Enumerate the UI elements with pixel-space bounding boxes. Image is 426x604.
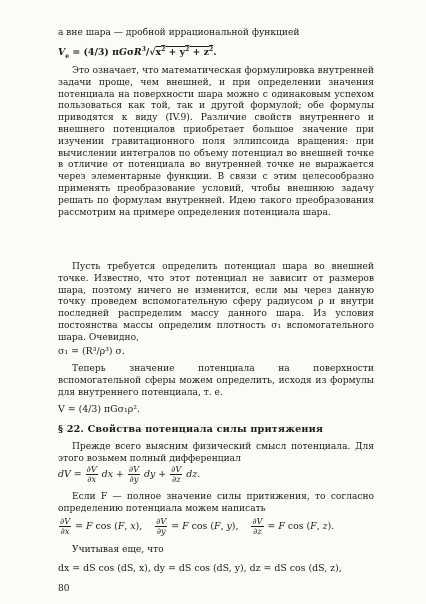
formula-outside-potential: $V_e = (4/3) \pi G\sigma R^3/√x^2 + y^2 + z^2$. [58,46,217,60]
formula-inner-potential: V = (4/3) πGσ₁ρ². [58,404,141,415]
paragraph-4: Прежде всего выясним физический смысл потенциала. Для этого возьмем полный дифференциал [58,442,374,464]
formula-total-differential: dV = $\frac{\partial V}{\partial x}$ dx + $\frac{\partial V}{\partial y}$ dy + $\frac{\partial V}{\partial z}$ dz. [58,464,201,484]
paragraph-6: Учитывая еще, что [72,545,164,555]
book-page [58,0,374,604]
paragraph-2: Пусть требуется определить потенциал шара во внешней точке. Известно, что этот потенциал не зависит от размеров шара, поэтому ничего не изменится, если мы через данную точку проведем вспомогательную сферу радиусом ρ и внутри последней распределим массу данного шара. Из условия постоянства массы определим плотность σ₁ вспомогательного шара. Очевидно, [58,262,374,343]
page-number: 80 [58,584,70,594]
formula-sigma: σ₁ = (R³/ρ³) σ. [58,346,125,357]
paragraph-5: Если F — полное значение силы притяжения, то согласно определению потенциала можем написать [58,492,374,514]
section-heading: § 22. Свойства потенциала силы притяжения [58,424,324,435]
text-line-top: а вне шара — дробной иррациональной функцией [58,28,300,38]
paragraph-3: Теперь значение потенциала на поверхности вспомогательной сферы можем определить, исходя из формулы для внутреннего потенциала, т. е. [58,364,374,398]
paragraph-1: Это означает, что математическая формулировка внутренней задачи проще, чем внешней, и при определении значения потенциала на поверхности шара можно с одинаковым успехом пользоваться как той, так и другой формулой; обе формулы приводятся к виду (IV.9). Различие свойств внутреннего и внешнего потенциалов приобретает большое значение при изучении гравитационного поля эллипсоида вращения: при вычислении интегралов по объему потенциал во внешней точке в отличие от потенциала во внутренней точке не выражается через элементарные функции. В связи с этим целесообразно применять преобразование условий, чтобы внешнюю задачу решать по формулам внутренней. Идею такого преобразования рассмотрим на примере определения потенциала шара. [58,66,374,218]
formula-partial-derivatives: $\frac{\partial V}{\partial x}$ = F cos (F, x), $\frac{\partial V}{\partial y}$ = F cos (F, y), $\frac{\partial V}{\partial z}$ = F cos (F, z). [60,516,335,536]
formula-direction-cosines: dx = dS cos (dS, x), dy = dS cos (dS, y), dz = dS cos (dS, z), [58,563,342,574]
